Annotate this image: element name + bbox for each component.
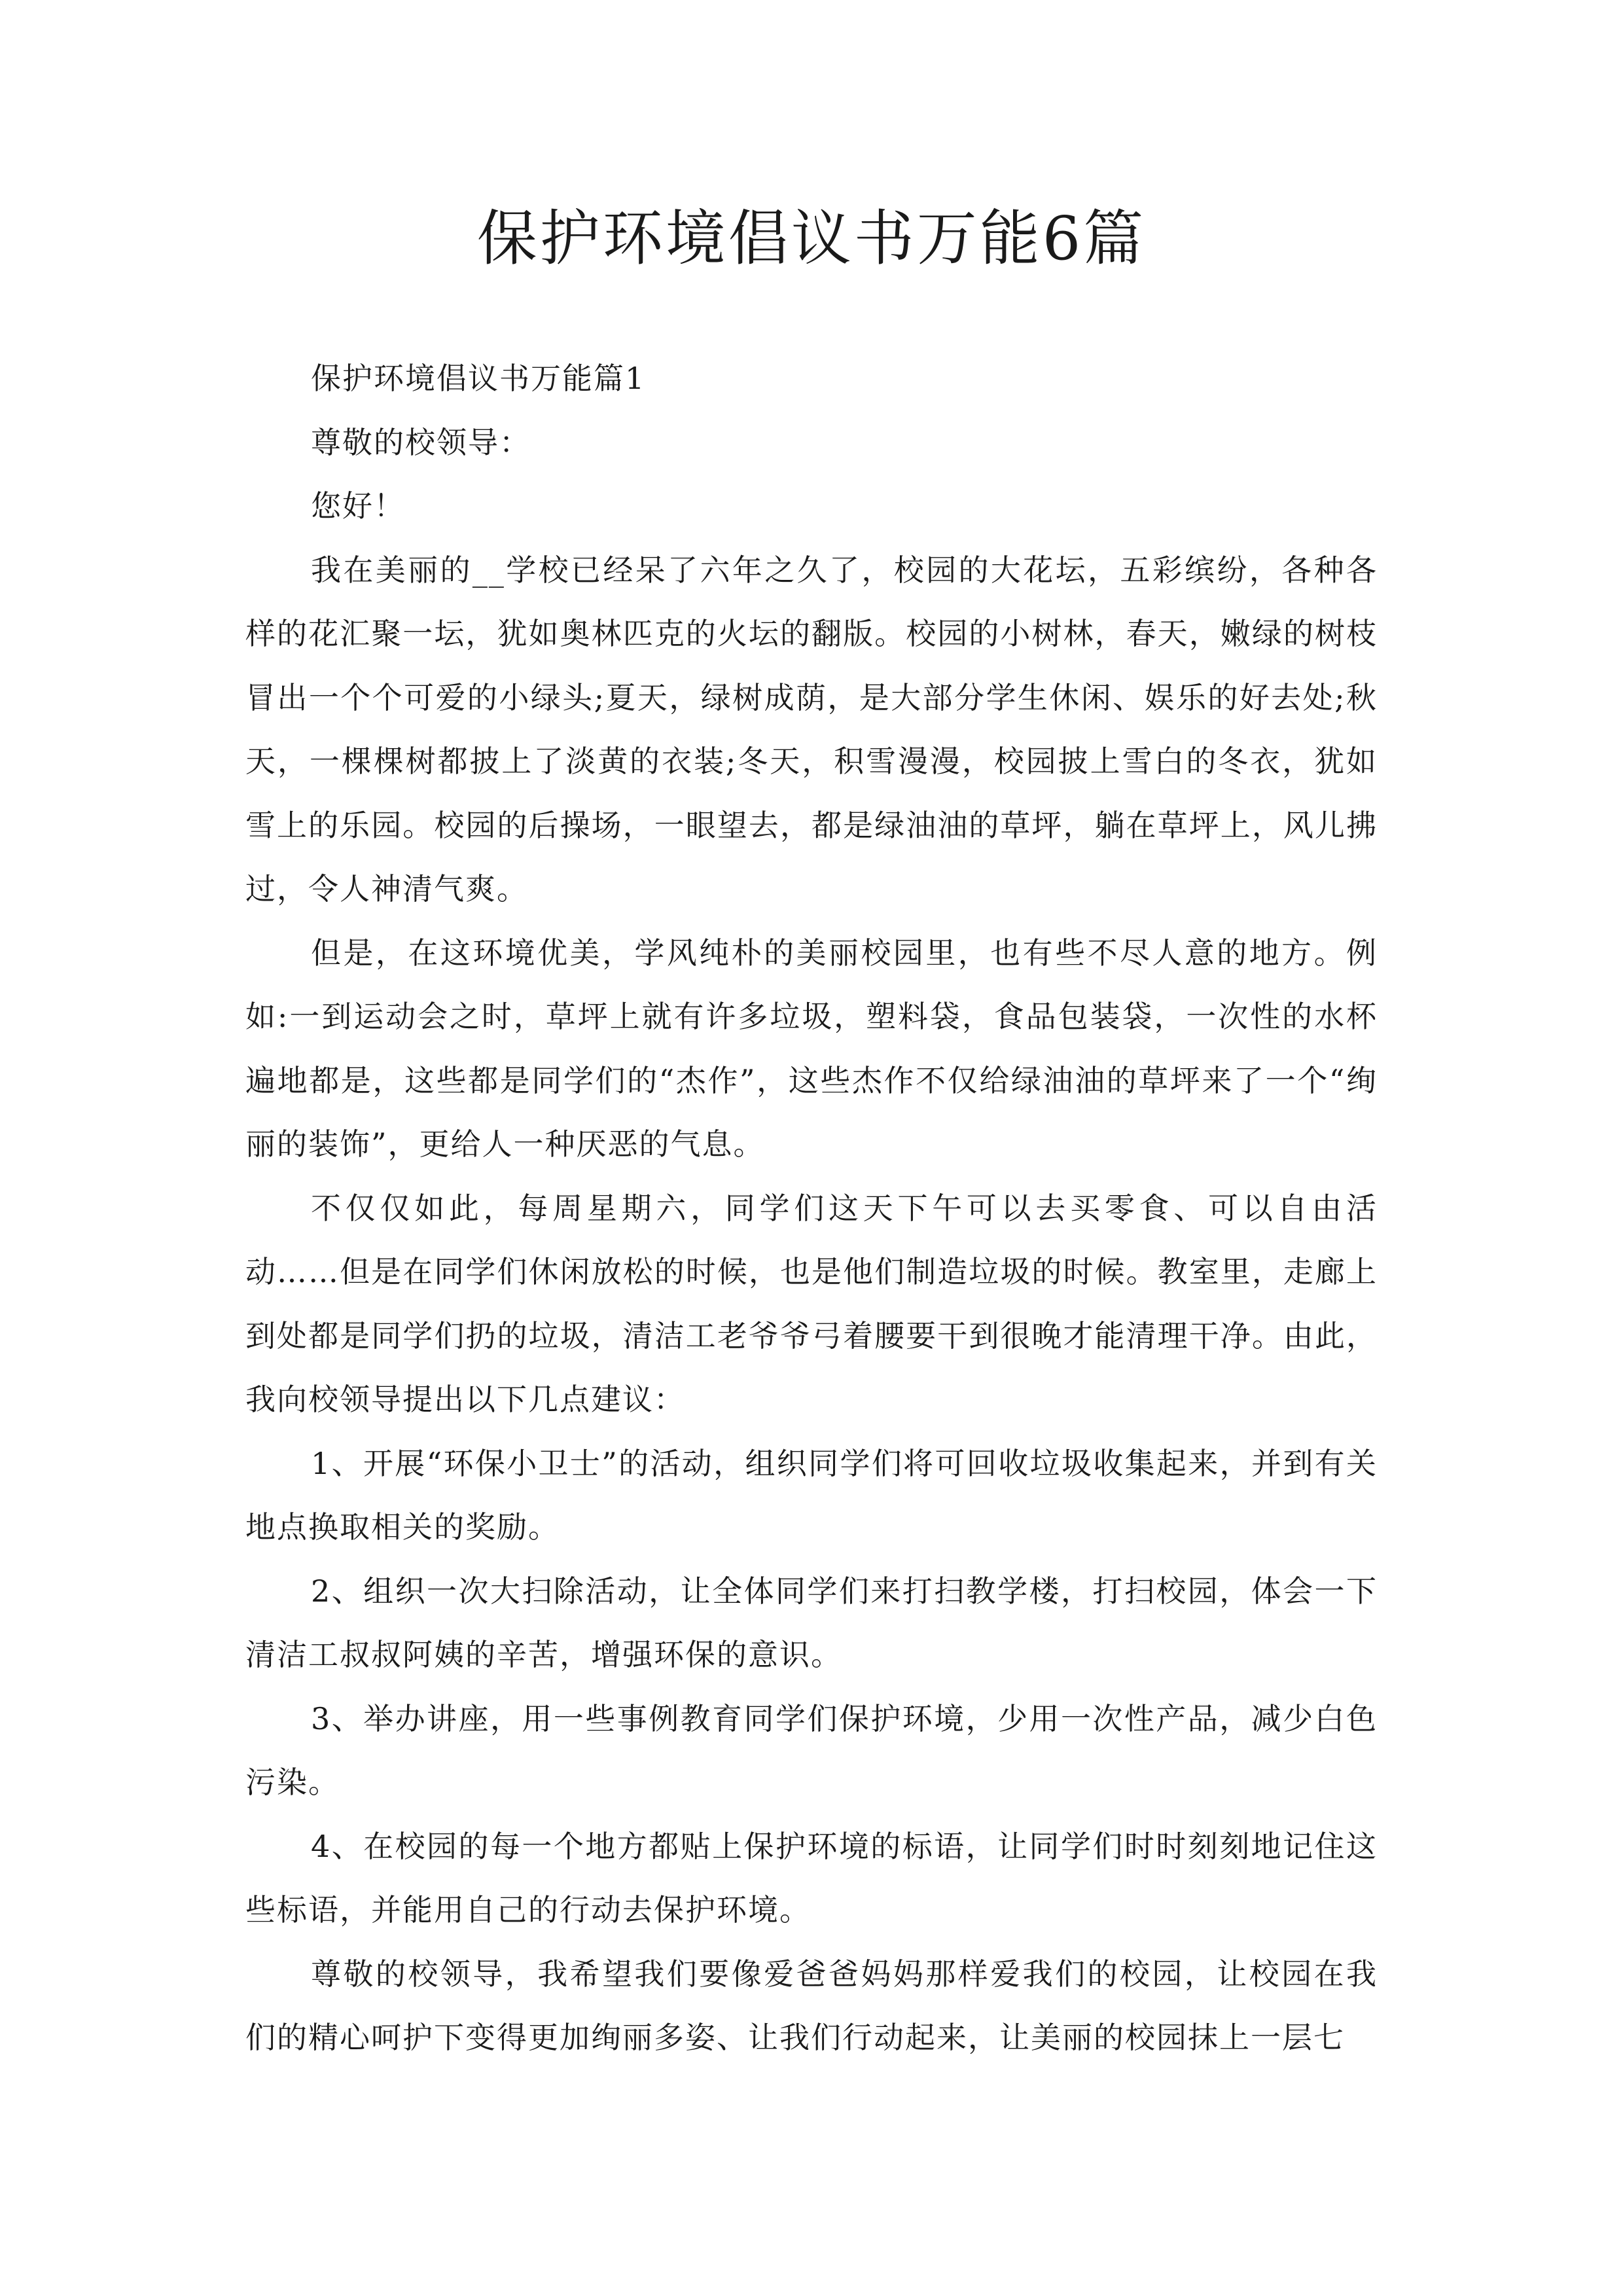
document-body <box>245 347 1378 2070</box>
suggestion-item: 3、举办讲座，用一些事例教育同学们保护环境，少用一次性产品，减少白色污染。 <box>245 1700 1378 1800</box>
body-paragraph: 尊敬的校领导，我希望我们要像爱爸爸妈妈那样爱我们的校园，让校园在我们的精心呵护下变得更加绚丽多姿、让我们行动起来，让美丽的校园抹上一层七 <box>245 1956 1378 2055</box>
section-heading: 保护环境倡议书万能篇1 <box>311 361 646 396</box>
greeting: 您好！ <box>311 488 405 524</box>
suggestion-item: 4、在校园的每一个地方都贴上保护环境的标语，让同学们时时刻刻地记住这些标语，并能用自己的行动去保护环境。 <box>245 1828 1378 1928</box>
document-title: 保护环境倡议书万能6篇 <box>476 204 1147 274</box>
body-paragraph: 但是，在这环境优美，学风纯朴的美丽校园里，也有些不尽人意的地方。例如:一到运动会之时，草坪上就有许多垃圾，塑料袋，食品包装袋，一次性的水杯遍地都是，这些都是同学们的“杰作”，这些杰作不仅给绿油油的草坪来了一个“绚丽的装饰”，更给人一种厌恶的气息。 <box>245 935 1378 1162</box>
body-paragraph: 不仅仅如此，每周星期六，同学们这天下午可以去买零食、可以自由活动……但是在同学们休闲放松的时候，也是他们制造垃圾的时候。教室里，走廊上到处都是同学们扔的垃圾，清洁工老爷爷弓着腰要干到很晚才能清理干净。由此，我向校领导提出以下几点建议： <box>245 1190 1378 1417</box>
suggestion-item: 2、组织一次大扫除活动，让全体同学们来打扫教学楼，打扫校园，体会一下清洁工叔叔阿姨的辛苦，增强环保的意识。 <box>245 1573 1378 1672</box>
suggestion-item: 1、开展“环保小卫士”的活动，组织同学们将可回收垃圾收集起来，并到有关地点换取相关的奖励。 <box>245 1445 1378 1545</box>
body-paragraph: 我在美丽的__学校已经呆了六年之久了，校园的大花坛，五彩缤纷，各种各样的花汇聚一坛，犹如奥林匹克的火坛的翻版。校园的小树林，春天，嫩绿的树枝冒出一个个可爱的小绿头;夏天，绿树成荫，是大部分学生休闲、娱乐的好去处;秋天，一棵棵树都披上了淡黄的衣装;冬天，积雪漫漫，校园披上雪白的冬衣，犹如雪上的乐园。校园的后操场，一眼望去，都是绿油油的草坪，躺在草坪上，风儿拂过，令人神清气爽。 <box>245 552 1378 906</box>
salutation: 尊敬的校领导： <box>311 424 531 460</box>
